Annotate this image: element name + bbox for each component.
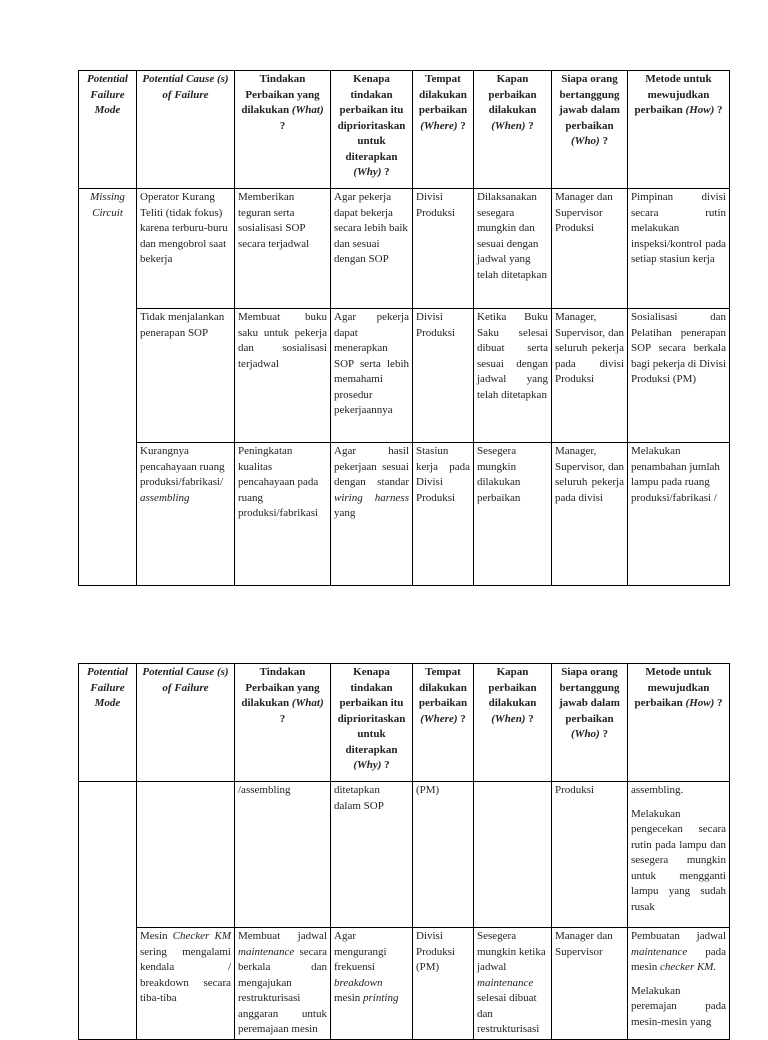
who-cell [552, 443, 628, 586]
cell-text: sering mengalami kendala / breakdown secara tiba-tiba [140, 945, 231, 1004]
header-text: (Why) [353, 166, 382, 178]
cell-text: Sosialisasi dan Pelatihan penerapan SOP secara berkala bagi pekerja di Divisi Produksi (PM) [631, 311, 727, 385]
cause-cell [137, 443, 235, 586]
header-text: ? [457, 712, 466, 725]
header-text: Metode untuk mewujudkan perbaikan [634, 666, 712, 709]
cell-text: Dilaksanakan sesegara mungkin dan sesuai dengan jadwal yang telah ditetapkan [477, 191, 547, 281]
header-text: (How) [685, 697, 715, 709]
cell-text: Membuat buku saku untuk pekerja dan sosialisasi terjadwal [238, 311, 327, 370]
cell-text: Divisi Produksi [416, 191, 456, 219]
cell-text: Ketika Buku Saku selesai dibuat serta sesuai dengan jadwal yang telah ditetapkan [477, 311, 548, 401]
cell-text: Pimpinan divisi secara rutin melakukan inspeksi/kontrol pada setiap stasiun kerja [631, 191, 726, 265]
header-text: Potential Cause (s) of Failure [142, 73, 229, 101]
cell-text: yang [334, 507, 356, 519]
cell-text: Stasiun kerja pada Divisi Produksi [416, 445, 470, 504]
why-cell [331, 189, 413, 309]
header-text: (Who) [571, 728, 600, 740]
cell-paragraph [631, 984, 726, 1031]
cell-text: Kurangnya pencahayaan ruang produksi/fabrikasi/ [140, 445, 225, 488]
header-text: Tempat dilakukan perbaikan [418, 666, 468, 709]
header-why [331, 71, 413, 189]
why-cell [331, 782, 413, 928]
header-text: (How) [685, 104, 715, 116]
failure-mode-cell: Missing Circuit [79, 189, 137, 586]
cell-text: ditetapkan dalam SOP [334, 784, 384, 812]
cell-text: Agar hasil pekerjaan sesuai dengan standar [334, 445, 409, 488]
cell-paragraph [631, 783, 726, 799]
who-cell [552, 309, 628, 443]
how-cell [628, 309, 730, 443]
header-cause [137, 71, 235, 189]
who-cell [552, 189, 628, 309]
cell-paragraph [631, 807, 726, 916]
cell-text: Peningkatan kualitas pencahayaan pada ruang produksi/fabrikasi [238, 445, 319, 519]
who-cell [552, 782, 628, 928]
header-text: ? [279, 119, 286, 132]
header-text: ? [457, 119, 466, 132]
header-when [474, 664, 552, 782]
header-what [235, 71, 331, 189]
header-text: Kapan perbaikan dilakukan [488, 666, 537, 709]
header-failure-mode [79, 71, 137, 189]
why-cell [331, 928, 413, 1040]
cause-cell [137, 189, 235, 309]
how-cell [628, 189, 730, 309]
header-text: ? [279, 712, 286, 725]
header-failure-mode [79, 664, 137, 782]
header-text: (What) [291, 104, 324, 116]
cell-text: wiring harness [334, 491, 409, 504]
table-page-1 [78, 70, 729, 519]
cell-text: mesin [334, 992, 364, 1004]
cell-text: Membuat jadwal [238, 930, 327, 942]
who-cell [552, 928, 628, 1040]
header-text: (Why) [353, 759, 382, 771]
how-cell [628, 928, 730, 1040]
cell-text: Produksi [555, 784, 595, 796]
cell-text: Sesegera mungkin dilakukan perbaikan [477, 445, 521, 504]
cause-cell [137, 782, 235, 928]
header-text: Tempat dilakukan perbaikan [418, 73, 468, 116]
header-who [552, 71, 628, 189]
header-cause [137, 664, 235, 782]
table-page-2 [78, 663, 729, 1035]
header-where [413, 71, 474, 189]
cell-text: Divisi Produksi [416, 311, 456, 339]
cell-text: selesai dibuat dan restrukturisasi [477, 992, 540, 1035]
cell-text: Memberikan teguran serta sosialisasi SOP secara terjadwal [238, 191, 310, 250]
what-cell [235, 189, 331, 309]
table-row [79, 189, 730, 309]
table-row [79, 309, 730, 443]
cell-text: Manager dan Supervisor Produksi [555, 191, 613, 234]
header-text: Potential Failure Mode [87, 73, 128, 116]
header-text: Tindakan Perbaikan yang dilakukan [241, 73, 320, 116]
when-cell [474, 928, 552, 1040]
cell-text: Sesegera mungkin ketika jadwal [477, 930, 546, 973]
why-cell [331, 443, 413, 586]
cell-text: Mesin [140, 930, 173, 942]
cell-text: Agar mengurangi frekuensi [334, 930, 387, 973]
cell-text: maintenance [477, 976, 534, 989]
cell-text: Divisi Produksi (PM) [416, 930, 456, 973]
header-text: (When) [491, 119, 526, 132]
header-text: ? [714, 697, 723, 709]
when-cell [474, 189, 552, 309]
where-cell [413, 189, 474, 309]
what-cell [235, 443, 331, 586]
when-cell [474, 782, 552, 928]
cell-text: Manager, Supervisor, dan seluruh pekerja pada divisi Produksi [555, 311, 624, 385]
table-row [79, 928, 730, 1040]
header-text: Potential Cause (s) of Failure [142, 666, 229, 694]
header-text: Tindakan Perbaikan yang dilakukan [241, 666, 320, 709]
table-row [79, 782, 730, 928]
header-text: ? [381, 166, 390, 178]
header-text: (Where) [420, 119, 458, 132]
cell-text: (PM) [416, 784, 440, 796]
what-cell [235, 928, 331, 1040]
header-text: ? [714, 104, 723, 116]
cell-paragraph [631, 310, 726, 388]
header-text: (Who) [571, 135, 600, 147]
header-text: ? [525, 119, 534, 132]
why-cell [331, 309, 413, 443]
failure-mode-cell [79, 782, 137, 1040]
what-cell [235, 309, 331, 443]
cell-text: maintenance [631, 945, 688, 958]
header-what [235, 664, 331, 782]
header-text: ? [599, 135, 608, 147]
cell-paragraph [631, 444, 726, 506]
cell-text: Manager dan Supervisor [555, 930, 613, 958]
where-cell [413, 443, 474, 586]
header-text: Kenapa tindakan perbaikan itu diprioritaskan untuk diterapkan [337, 666, 406, 756]
cell-text: Melakukan pengecekan secara rutin pada lampu dan sesegera mungkin untuk mengganti lampu yang sudah rusak [631, 807, 726, 913]
cell-paragraph [631, 190, 726, 268]
header-where [413, 664, 474, 782]
header-text: Siapa orang bertanggung jawab dalam perbaikan [559, 73, 620, 132]
cell-text: assembling [140, 491, 190, 504]
how-cell [628, 782, 730, 928]
cell-text: assembling. [631, 784, 684, 796]
header-text: Kapan perbaikan dilakukan [488, 73, 537, 116]
what-cell [235, 782, 331, 928]
cell-text: secara berkala dan mengajukan restrukturisasi anggaran untuk peremajaan mesin [238, 945, 327, 1035]
improvement-table-1 [78, 70, 730, 586]
cell-text: Agar pekerja dapat menerapkan SOP serta lebih memahami prosedur pekerjaannya [334, 311, 409, 416]
header-who [552, 664, 628, 782]
header-when [474, 71, 552, 189]
cell-text: maintenance [238, 945, 295, 958]
cell-text: Tidak menjalankan penerapan SOP [140, 311, 225, 339]
cell-text: Melakukan penambahan jumlah lampu pada ruang produksi/fabrikasi / [631, 445, 720, 504]
where-cell [413, 928, 474, 1040]
cell-text: printing [363, 992, 399, 1004]
header-row [79, 71, 730, 189]
header-text: ? [525, 712, 534, 725]
header-row [79, 664, 730, 782]
where-cell [413, 782, 474, 928]
cause-cell [137, 928, 235, 1040]
header-text: Metode untuk mewujudkan perbaikan [634, 73, 712, 116]
cell-paragraph [631, 929, 726, 976]
cell-text: Agar pekerja dapat bekerja secara lebih baik dan sesuai dengan SOP [334, 191, 408, 265]
header-text: ? [599, 728, 608, 740]
header-text: (When) [491, 712, 526, 725]
header-text: Potential Failure Mode [87, 666, 128, 709]
header-text: (What) [291, 697, 324, 709]
cell-text: Manager, Supervisor, dan seluruh pekerja pada divisi [555, 445, 624, 504]
table-row [79, 443, 730, 586]
how-cell [628, 443, 730, 586]
cell-text: Operator Kurang Teliti (tidak fokus) karena terburu-buru dan mengobrol saat bekerja [140, 191, 228, 265]
header-how [628, 664, 730, 782]
when-cell [474, 309, 552, 443]
header-why [331, 664, 413, 782]
improvement-table-2 [78, 663, 730, 1040]
cell-text: pada mesin [631, 945, 726, 973]
cell-text: checker KM. [660, 961, 717, 973]
cell-text: Checker KM [172, 930, 231, 942]
header-text: (Where) [420, 712, 458, 725]
header-how [628, 71, 730, 189]
header-text: Siapa orang bertanggung jawab dalam perbaikan [559, 666, 620, 725]
cell-text: breakdown [334, 976, 383, 989]
when-cell [474, 443, 552, 586]
header-text: ? [381, 759, 390, 771]
header-text: Kenapa tindakan perbaikan itu diprioritaskan untuk diterapkan [337, 73, 406, 163]
cause-cell [137, 309, 235, 443]
cell-text: Melakukan peremajan pada mesin-mesin yang [631, 984, 726, 1028]
where-cell [413, 309, 474, 443]
cell-text: /assembling [238, 784, 291, 796]
cell-text: Pembuatan jadwal [631, 930, 726, 942]
